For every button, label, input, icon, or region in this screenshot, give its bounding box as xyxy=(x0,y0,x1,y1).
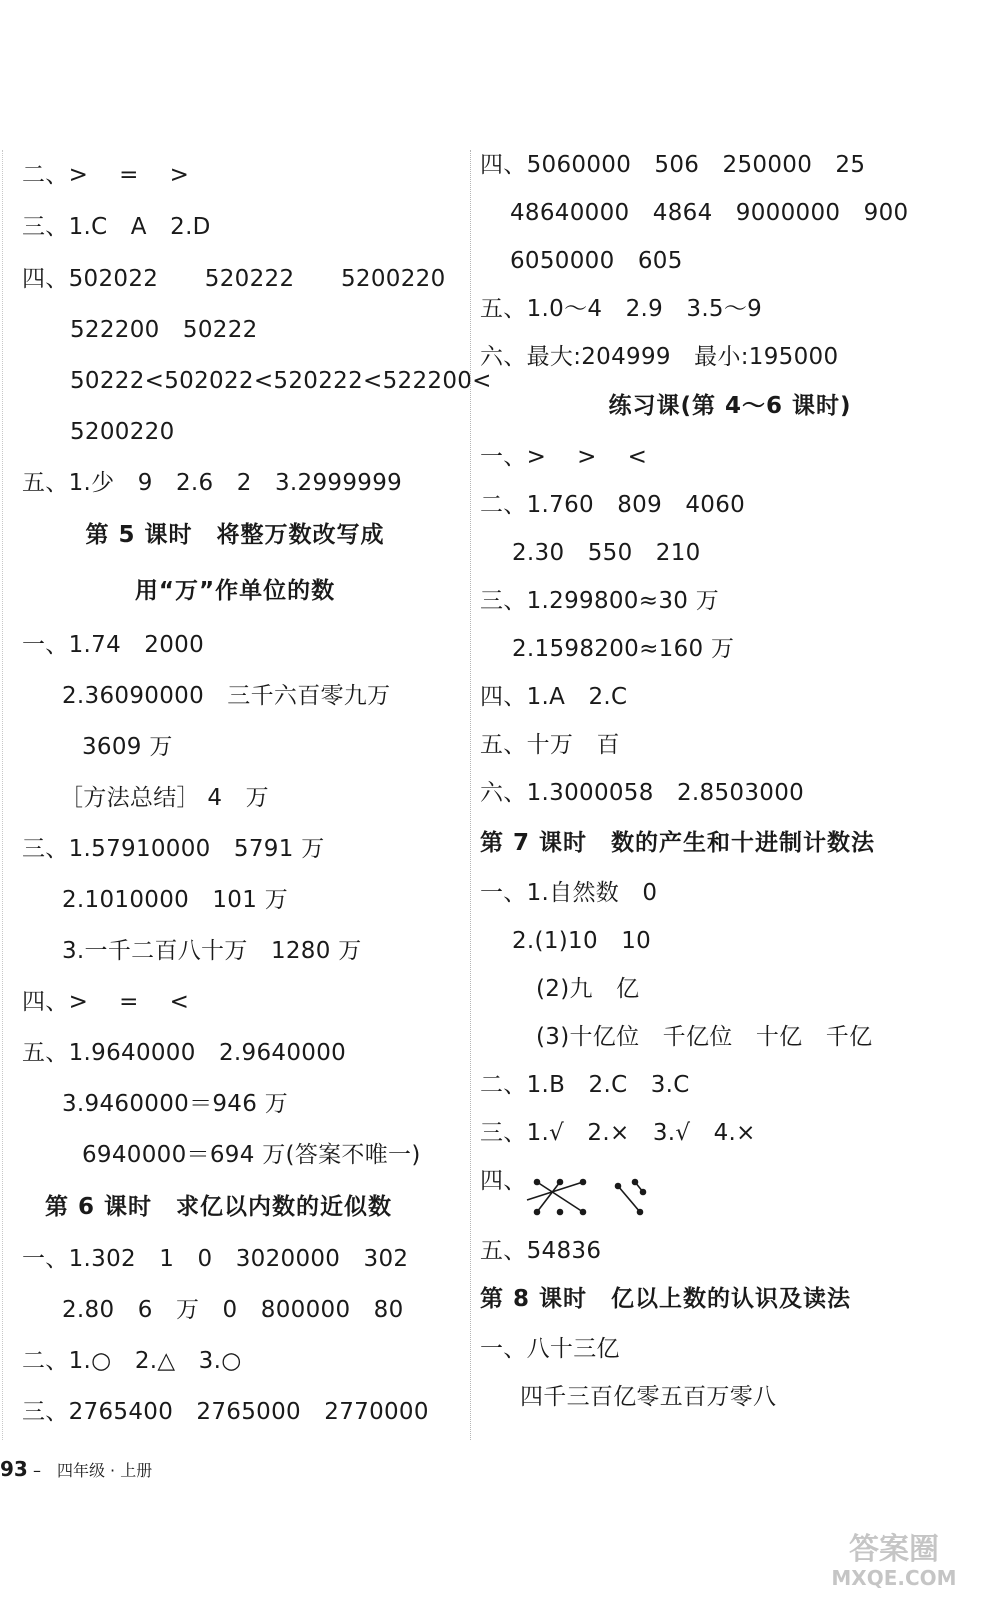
answer-line: (3)十亿位 千亿位 十亿 千亿 xyxy=(536,1024,873,1050)
answer-line: 四、> = < xyxy=(22,989,190,1015)
answer-line: 一、> > < xyxy=(480,444,648,470)
section-heading: 用“万”作单位的数 xyxy=(134,578,336,604)
answer-line: 2.1010000 101 万 xyxy=(62,887,289,913)
section-heading: 第 5 课时 将整万数改写成 xyxy=(85,522,385,548)
answer-line: 二、> = > xyxy=(22,162,190,188)
page-footer xyxy=(0,1457,152,1481)
footer-grade: 四年级 · 上册 xyxy=(56,1461,153,1480)
answer-line: 五、54836 xyxy=(480,1238,602,1264)
section-heading: 第 6 课时 求亿以内数的近似数 xyxy=(45,1194,393,1220)
section-heading: 第 7 课时 数的产生和十进制计数法 xyxy=(480,830,876,856)
answer-line: 一、八十三亿 xyxy=(480,1336,620,1362)
answer-line: 四千三百亿零五百万零八 xyxy=(520,1384,777,1410)
answer-line: 6050000 605 xyxy=(510,248,683,274)
answer-line: 6940000＝694 万(答案不唯一) xyxy=(82,1142,421,1168)
answer-line: 四、 xyxy=(480,1168,527,1194)
watermark-logo xyxy=(814,1525,974,1591)
answer-line: 2.1598200≈160 万 xyxy=(512,636,735,662)
answer-line: 四、1.A 2.C xyxy=(480,684,628,710)
answer-line: 522200 50222 xyxy=(70,317,258,343)
answer-line: 48640000 4864 9000000 900 xyxy=(510,200,909,226)
answer-line: 五、十万 百 xyxy=(480,732,620,758)
answer-line: 二、1.○ 2.△ 3.○ xyxy=(22,1348,242,1374)
page-number: 93 xyxy=(0,1457,28,1481)
answer-line: 2.30 550 210 xyxy=(512,540,701,566)
answer-line: 二、1.B 2.C 3.C xyxy=(480,1072,690,1098)
watermark-line1: 答案圈 xyxy=(849,1532,939,1567)
matching-lines-diagram xyxy=(525,1178,655,1218)
answer-line: 二、1.760 809 4060 xyxy=(480,492,746,518)
answer-line: 四、5060000 506 250000 25 xyxy=(480,152,866,178)
dot xyxy=(535,1180,540,1185)
answer-line: 三、1.299800≈30 万 xyxy=(480,588,720,614)
answer-line: 一、1.302 1 0 3020000 302 xyxy=(22,1246,409,1272)
answer-line: 三、2765400 2765000 2770000 xyxy=(22,1399,429,1425)
section-heading: 第 8 课时 亿以上数的认识及读法 xyxy=(480,1286,852,1312)
answer-line: 2.80 6 万 0 800000 80 xyxy=(62,1297,404,1323)
column-divider xyxy=(470,150,471,1440)
answer-line: 一、1.自然数 0 xyxy=(480,880,658,906)
answer-line: 四、502022 520222 5200220 xyxy=(22,266,446,292)
answer-line: 五、1.0～4 2.9 3.5～9 xyxy=(480,296,763,322)
section-heading: 练习课(第 4～6 课时) xyxy=(608,393,852,419)
answer-line: 3609 万 xyxy=(82,734,173,760)
answer-line: 50222<502022<520222<522200< xyxy=(70,368,492,394)
answer-line: 三、1.√ 2.× 3.√ 4.× xyxy=(480,1120,756,1146)
watermark-line2: MXQE.COM xyxy=(831,1566,957,1590)
answer-line: 3.9460000＝946 万 xyxy=(62,1091,289,1117)
answer-line: 2.(1)10 10 xyxy=(512,928,652,954)
answer-line: ［方法总结］ 4 万 xyxy=(60,785,269,811)
answer-line: 2.36090000 三千六百零九万 xyxy=(62,683,391,709)
answer-line: 六、1.3000058 2.8503000 xyxy=(480,780,805,806)
answer-line: 三、1.57910000 5791 万 xyxy=(22,836,325,862)
answer-line: 五、1.少 9 2.6 2 3.2999999 xyxy=(22,470,403,496)
answer-line: 三、1.C A 2.D xyxy=(22,214,211,240)
page-edge-line xyxy=(2,150,3,1440)
answer-line: 5200220 xyxy=(70,419,175,445)
answer-line: (2)九 亿 xyxy=(536,976,640,1002)
answer-line: 五、1.9640000 2.9640000 xyxy=(22,1040,347,1066)
answer-line: 一、1.74 2000 xyxy=(22,632,205,658)
answer-line: 六、最大:204999 最小:195000 xyxy=(480,344,839,370)
answer-line: 3.一千二百八十万 1280 万 xyxy=(62,938,362,964)
footer-separator: – xyxy=(32,1461,41,1480)
